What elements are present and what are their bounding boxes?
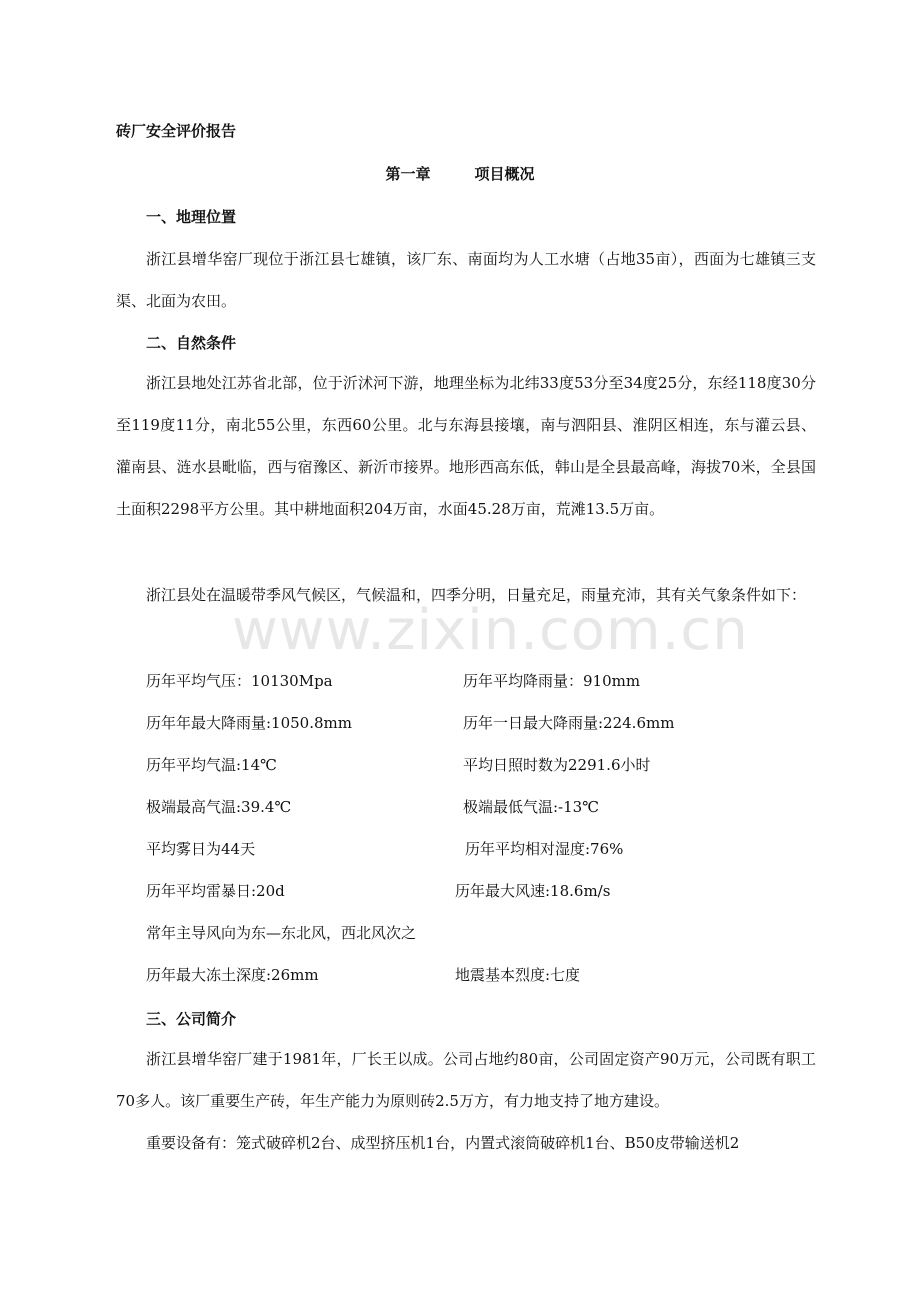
paragraph-geography: 浙江县地处江苏省北部，位于沂沭河下游，地理坐标为北纬33度53分至34度25分，东经118度30分至119度11分，南北55公里，东西60公里。北与东海县接壤，南与泗阳县、淮阴区相连，东与灌云县、灌南县、涟水县毗临，西与宿豫区、新沂市接界。地形西高东低，韩山是全县最高峰，海拔70米，全县国土面积2298平方公里。其中耕地面积204万亩，水面45.28万亩，荒滩13.5万亩。 (116, 374, 816, 518)
document-title: 砖厂安全评价报告 (116, 122, 237, 140)
climate-item-left: 历年平均气压：10130Mpa (146, 672, 333, 690)
section-heading-company: 三、公司简介 (146, 1010, 237, 1028)
chapter-number: 第一章 (385, 165, 431, 183)
seismic-intensity: 地震基本烈度:七度 (455, 966, 581, 984)
climate-item-left: 极端最高气温:39.4℃ (146, 798, 292, 816)
chapter-title: 项目概况 (474, 165, 535, 183)
climate-item-left: 历年平均气温:14℃ (146, 756, 277, 774)
climate-item-right: 历年一日最大降雨量:224.6mm (463, 714, 675, 732)
paragraph-equipment: 重要设备有：笼式破碎机2台、成型挤压机1台，内置式滚筒破碎机1台、B50皮带输送机2 (146, 1134, 740, 1152)
paragraph-climate-intro: 浙江县处在温暖带季风气候区，气候温和，四季分明，日量充足，雨量充沛，其有关气象条件如下： (146, 586, 807, 604)
climate-item-right: 历年平均相对湿度:76% (465, 840, 624, 858)
frost-depth: 历年最大冻土深度:26mm (146, 966, 319, 984)
watermark: www.zixin.com.cn (232, 598, 749, 663)
climate-item-left: 历年年最大降雨量:1050.8mm (146, 714, 352, 732)
wind-direction-note: 常年主导风向为东—东北风，西北风次之 (146, 924, 417, 942)
chapter-heading (0, 163, 920, 184)
paragraph-company-intro: 浙江县增华窑厂建于1981年，厂长王以成。公司占地约80亩，公司固定资产90万元，公司既有职工70多人。该厂重要生产砖，年生产能力为原则砖2.5万方，有力地支持了地方建设。 (116, 1050, 816, 1110)
climate-item-right: 平均日照时数为2291.6小时 (463, 756, 651, 774)
climate-item-left: 平均雾日为44天 (146, 840, 256, 858)
section-heading-natural-conditions: 二、自然条件 (146, 334, 237, 352)
section-heading-location: 一、地理位置 (146, 208, 237, 226)
climate-item-right: 历年平均降雨量：910mm (463, 672, 641, 690)
paragraph-location: 浙江县增华窑厂现位于浙江县七雄镇，该厂东、南面均为人工水塘（占地35亩），西面为七雄镇三支渠、北面为农田。 (116, 250, 816, 310)
climate-item-left: 历年平均雷暴日:20d (146, 882, 285, 900)
climate-item-right: 极端最低气温:-13℃ (463, 798, 599, 816)
climate-item-right: 历年最大风速:18.6m/s (455, 882, 611, 900)
